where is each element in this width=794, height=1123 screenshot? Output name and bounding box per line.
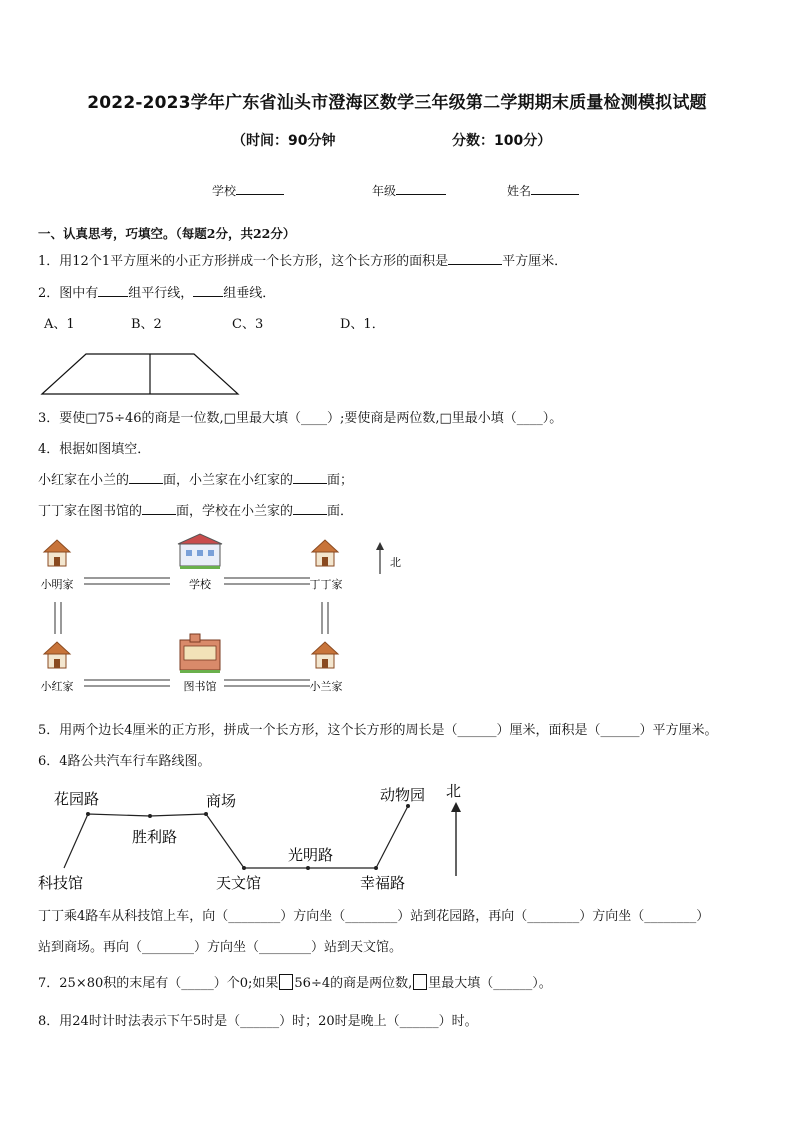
stop-label-xingfu: 幸福路: [360, 874, 406, 892]
grade-label: 年级: [372, 184, 397, 198]
trapezoid-outline: [42, 354, 238, 394]
stop-label-shengli: 胜利路: [132, 828, 178, 846]
question-2: [38, 282, 275, 301]
q4-line1-b: 面，小兰家在小红家的: [163, 473, 294, 488]
q4-blank-4[interactable]: [293, 502, 327, 515]
name-field: [507, 182, 579, 199]
name-blank[interactable]: [531, 182, 579, 195]
bus-route-line: [64, 806, 408, 868]
map-label-xiaoming: 小明家: [40, 578, 74, 591]
q4-line1-a: 小红家在小兰的: [38, 473, 130, 488]
school-blank[interactable]: [236, 182, 284, 195]
q2-trapezoid-figure: [38, 350, 242, 396]
q4-line2-b: 面，学校在小兰家的: [176, 504, 294, 519]
route-north-arrow-icon: [451, 802, 461, 876]
q7-text-b: 56÷4的商是两位数,: [294, 976, 413, 991]
stop-label-huayuan: 花园路: [54, 790, 100, 808]
stop-label-keji: 科技馆: [38, 874, 84, 892]
q4-line-2: [38, 500, 353, 519]
question-4: 4．根据如图填空．: [38, 442, 151, 457]
north-arrow-icon: [376, 542, 384, 574]
q4-line-1: [38, 469, 353, 488]
q2-option-b[interactable]: B、2: [131, 317, 162, 332]
library-building-icon: [180, 634, 220, 673]
section-heading: 一、认真思考，巧填空。（每题2分，共22分）: [38, 226, 296, 241]
map-label-dingding: 丁丁家: [309, 578, 343, 591]
map-label-school: 学校: [189, 578, 211, 591]
question-7: [38, 972, 552, 991]
grade-blank[interactable]: [396, 182, 446, 195]
q4-line2-a: 丁丁家在图书馆的: [38, 504, 143, 519]
stop-label-guangming: 光明路: [288, 846, 334, 864]
name-label: 姓名: [507, 184, 532, 198]
school-field: [212, 182, 284, 199]
q2-blank-1[interactable]: [98, 284, 128, 297]
map-label-xiaohong: 小红家: [40, 680, 74, 693]
q1-text-a: 1．用12个1平方厘米的小正方形拼成一个长方形，这个长方形的面积是: [38, 254, 449, 269]
q7-text-c: 里最大填（______）。: [428, 976, 552, 991]
map-label-library: 图书馆: [183, 680, 217, 693]
q2-text-b: 组平行线，: [128, 286, 194, 301]
q2-option-d[interactable]: D、1．: [340, 317, 385, 332]
q4-blank-3[interactable]: [142, 502, 176, 515]
school-building-icon: [178, 534, 222, 569]
xiaolan-house-icon: [312, 642, 338, 668]
exam-time: （时间：90分钟: [232, 133, 336, 149]
q2-text-a: 2．图中有: [38, 286, 99, 301]
dingding-house-icon: [312, 540, 338, 566]
q6-line-1: 丁丁乘4路车从科技馆上车，向（________）方向坐（________）站到花园路，再向（________）方向坐（________）: [38, 909, 710, 924]
q4-line2-c: 面．: [327, 504, 354, 519]
stop-label-tianwen: 天文馆: [216, 874, 262, 892]
grade-field: [372, 182, 446, 199]
q2-option-c[interactable]: C、3: [232, 317, 264, 332]
exam-score: 分数：100分）: [452, 133, 552, 149]
q4-line1-c: 面；: [327, 473, 354, 488]
map-north-label: 北: [390, 556, 401, 569]
route-north-label: 北: [446, 782, 462, 800]
q1-text-b: 平方厘米．: [502, 254, 568, 269]
map-label-xiaolan: 小兰家: [309, 680, 343, 693]
question-5: 5．用两个边长4厘米的正方形，拼成一个长方形，这个长方形的周长是（______）厘米，面积是（______）平方厘米。: [38, 723, 718, 738]
q4-blank-1[interactable]: [129, 471, 163, 484]
question-8: 8．用24时计时法表示下午5时是（______）时；20时是晚上（______）时。: [38, 1014, 478, 1029]
xiaoming-house-icon: [44, 540, 70, 566]
question-6: 6．4路公共汽车行车路线图。: [38, 754, 211, 769]
q4-location-map: [30, 530, 420, 702]
xiaohong-house-icon: [44, 642, 70, 668]
question-1: [38, 250, 567, 269]
q1-blank[interactable]: [448, 252, 502, 265]
q7-box-1[interactable]: [279, 974, 293, 990]
question-3: 3．要使□75÷46的商是一位数,□里最大填（____）;要使商是两位数,□里最小填（____）。: [38, 411, 563, 426]
q4-blank-2[interactable]: [293, 471, 327, 484]
q2-text-c: 组垂线．: [223, 286, 276, 301]
stop-label-shangchang: 商场: [206, 792, 237, 810]
q7-box-2[interactable]: [413, 974, 427, 990]
school-label: 学校: [212, 184, 237, 198]
q2-blank-2[interactable]: [193, 284, 223, 297]
q6-line-2: 站到商场。再向（________）方向坐（________）站到天文馆。: [38, 940, 403, 955]
q2-option-a[interactable]: A、1: [44, 317, 75, 332]
q6-bus-route-map: [30, 776, 480, 898]
exam-title: 2022-2023学年广东省汕头市澄海区数学三年级第二学期期末质量检测模拟试题: [87, 93, 707, 113]
q7-text-a: 7．25×80积的末尾有（_____）个0;如果: [38, 976, 279, 991]
stop-label-dongwuyuan: 动物园: [380, 786, 426, 804]
